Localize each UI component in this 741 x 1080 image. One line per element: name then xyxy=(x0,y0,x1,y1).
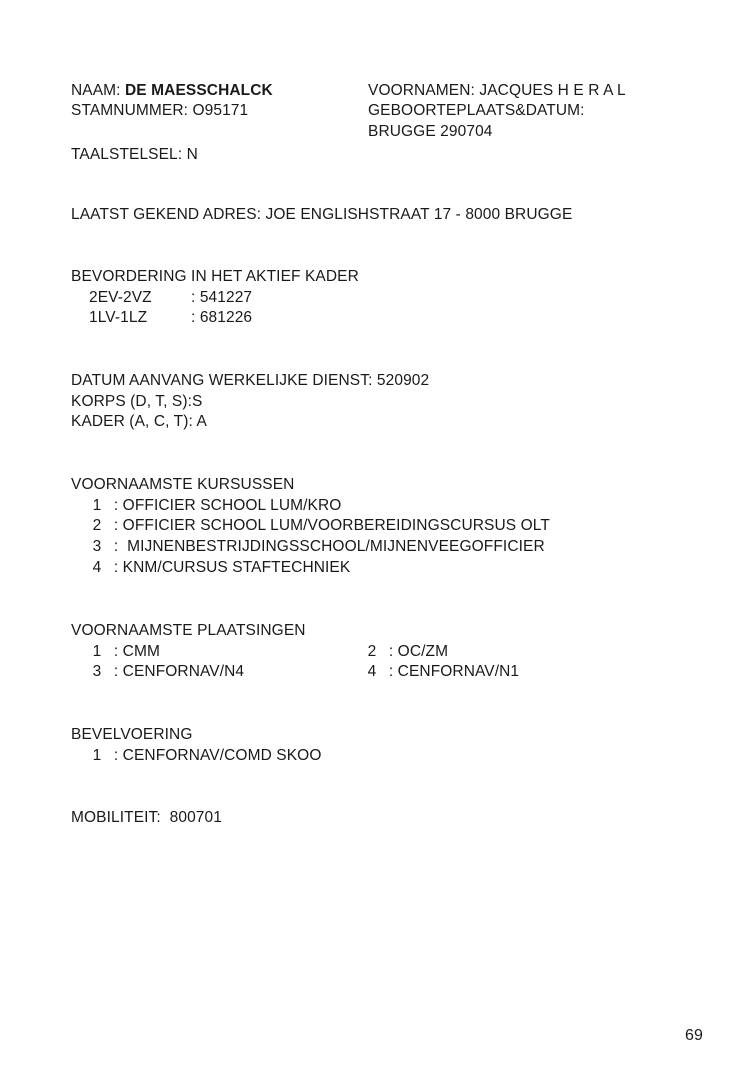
plaatsingen-title: VOORNAAMSTE PLAATSINGEN xyxy=(71,622,306,639)
plaatsing-item xyxy=(364,662,519,683)
bevordering-date: 541227 xyxy=(199,289,253,306)
separator: : xyxy=(113,747,119,764)
kursus-text: MIJNENBESTRIJDINGSSCHOOL/MIJNENVEEGOFFICIER xyxy=(127,538,545,555)
stamnummer-label: STAMNUMMER: xyxy=(71,102,189,119)
stamnummer-line xyxy=(71,101,248,122)
bevordering-item xyxy=(89,288,252,309)
kursus-item xyxy=(89,537,545,558)
separator: : xyxy=(113,643,119,660)
kursus-item xyxy=(89,496,341,517)
separator: : xyxy=(113,663,119,680)
separator: : xyxy=(113,538,119,555)
bevelvoering-item xyxy=(89,746,322,767)
plaatsing-item xyxy=(89,642,160,663)
datum-aanvang-line xyxy=(71,371,429,392)
kursus-number: 3 xyxy=(92,538,102,555)
voornamen-line xyxy=(368,81,626,102)
bevordering-title: BEVORDERING IN HET AKTIEF KADER xyxy=(71,268,359,285)
plaatsing-text: OC/ZM xyxy=(397,643,449,660)
separator: : xyxy=(388,643,394,660)
taalstelsel-value: N xyxy=(186,146,198,163)
datum-aanvang-label: DATUM AANVANG WERKELIJKE DIENST: xyxy=(71,372,373,389)
bevelvoering-number: 1 xyxy=(92,747,102,764)
page-number: 69 xyxy=(685,1027,703,1044)
kader-value: A xyxy=(196,413,207,430)
datum-aanvang-value: 520902 xyxy=(376,372,430,389)
naam-value: DE MAESSCHALCK xyxy=(125,82,273,99)
separator: : xyxy=(191,289,200,306)
kursus-number: 4 xyxy=(92,559,102,576)
korps-label: KORPS (D, T, S): xyxy=(71,393,193,410)
bevordering-code: 1LV-1LZ xyxy=(89,309,148,326)
kursussen-title: VOORNAAMSTE KURSUSSEN xyxy=(71,476,295,493)
plaatsing-number: 2 xyxy=(367,643,377,660)
plaatsing-number: 3 xyxy=(92,663,102,680)
separator: : xyxy=(113,559,119,576)
bevordering-date: 681226 xyxy=(199,309,253,326)
adres-line xyxy=(71,205,572,226)
kursus-item xyxy=(89,516,550,537)
plaatsing-number: 1 xyxy=(92,643,102,660)
kader-line xyxy=(71,412,207,433)
adres-value: JOE ENGLISHSTRAAT 17 - 8000 BRUGGE xyxy=(265,206,573,223)
kursus-number: 1 xyxy=(92,497,102,514)
plaatsing-item xyxy=(364,642,448,663)
bevordering-code: 2EV-2VZ xyxy=(89,289,152,306)
geboorte-label: GEBOORTEPLAATS&DATUM: xyxy=(368,102,585,119)
mobiliteit-label: MOBILITEIT: xyxy=(71,809,161,826)
taalstelsel-line xyxy=(71,145,198,166)
kader-label: KADER (A, C, T): xyxy=(71,413,193,430)
bevelvoering-title: BEVELVOERING xyxy=(71,726,193,743)
plaatsing-text: CENFORNAV/N1 xyxy=(397,663,520,680)
separator: : xyxy=(388,663,394,680)
kursus-number: 2 xyxy=(92,517,102,534)
taalstelsel-label: TAALSTELSEL: xyxy=(71,146,183,163)
geboorte-value: BRUGGE 290704 xyxy=(368,123,493,140)
plaatsing-text: CENFORNAV/N4 xyxy=(122,663,245,680)
naam-line xyxy=(71,81,273,102)
voornamen-value: JACQUES H E R A L xyxy=(479,82,626,99)
adres-label: LAATST GEKEND ADRES: xyxy=(71,206,262,223)
bevelvoering-text: CENFORNAV/COMD SKOO xyxy=(122,747,322,764)
plaatsing-number: 4 xyxy=(367,663,377,680)
kursus-text: KNM/CURSUS STAFTECHNIEK xyxy=(122,559,351,576)
voornamen-label: VOORNAMEN: xyxy=(368,82,475,99)
stamnummer-value: O95171 xyxy=(192,102,249,119)
korps-value: S xyxy=(192,393,203,410)
plaatsing-text: CMM xyxy=(122,643,160,660)
mobiliteit-line xyxy=(71,808,222,829)
korps-line xyxy=(71,392,202,413)
kursus-item xyxy=(89,558,350,579)
kursus-text: OFFICIER SCHOOL LUM/KRO xyxy=(122,497,342,514)
naam-label: NAAM: xyxy=(71,82,121,99)
bevordering-item xyxy=(89,308,252,329)
separator: : xyxy=(113,517,119,534)
mobiliteit-value: 800701 xyxy=(169,809,222,826)
separator: : xyxy=(191,309,200,326)
plaatsing-item xyxy=(89,662,244,683)
separator: : xyxy=(113,497,119,514)
kursus-text: OFFICIER SCHOOL LUM/VOORBEREIDINGSCURSUS OLT xyxy=(122,517,550,534)
